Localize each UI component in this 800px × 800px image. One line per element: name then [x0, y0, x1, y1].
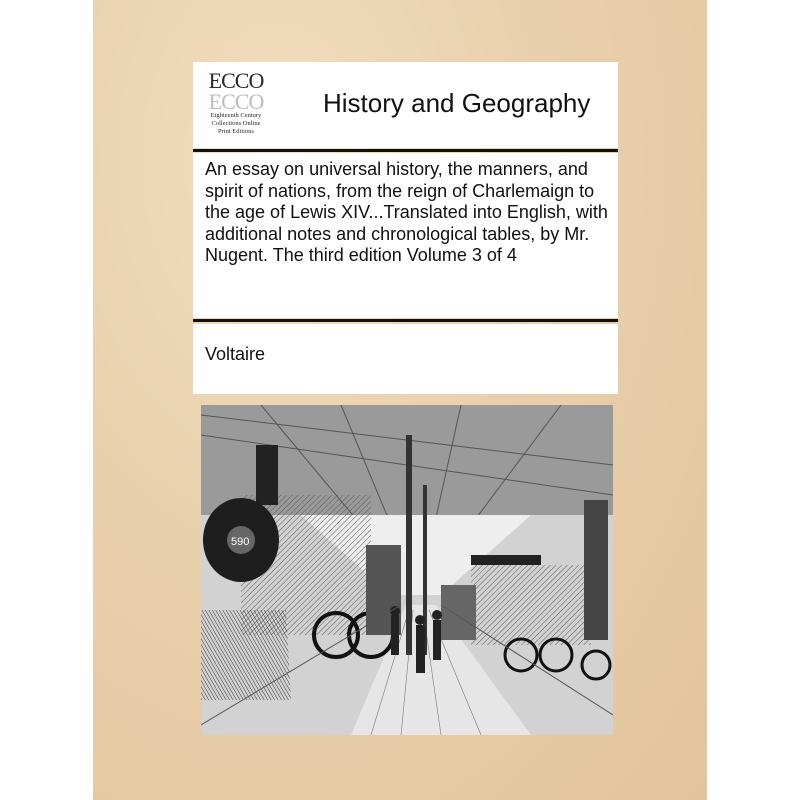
divider-top: [193, 149, 618, 152]
logo-caption-line-3: Print Editions: [218, 128, 254, 135]
header-panel: [193, 62, 618, 148]
logo-caption-line-1: Eighteenth Century: [210, 112, 262, 119]
book-title: An essay on universal history, the manners, and spirit of nations, from the reign of Charlemaign to the age of Lewis XIV...Translated into English, with additional notes and chronological tables, by Mr. Nugent. The third edition Volume 3 of 4: [205, 159, 608, 265]
cowcatcher: [201, 610, 291, 700]
divider-bottom: [193, 319, 618, 322]
author-panel: [193, 324, 618, 394]
ecco-logo: [201, 68, 271, 142]
title-panel: [193, 153, 618, 318]
engine-number: 590: [231, 536, 250, 548]
series-title: History and Geography: [323, 88, 591, 118]
logo-caption-line-2: Collections Online: [211, 120, 261, 127]
logo-wordmark: ECCO: [208, 68, 264, 93]
book-author: Voltaire: [205, 344, 266, 364]
logo-wordmark-reflection: ECCO: [208, 89, 264, 114]
column: [406, 435, 412, 655]
train-station-engraving: [201, 405, 613, 735]
cover-illustration: [201, 405, 613, 735]
